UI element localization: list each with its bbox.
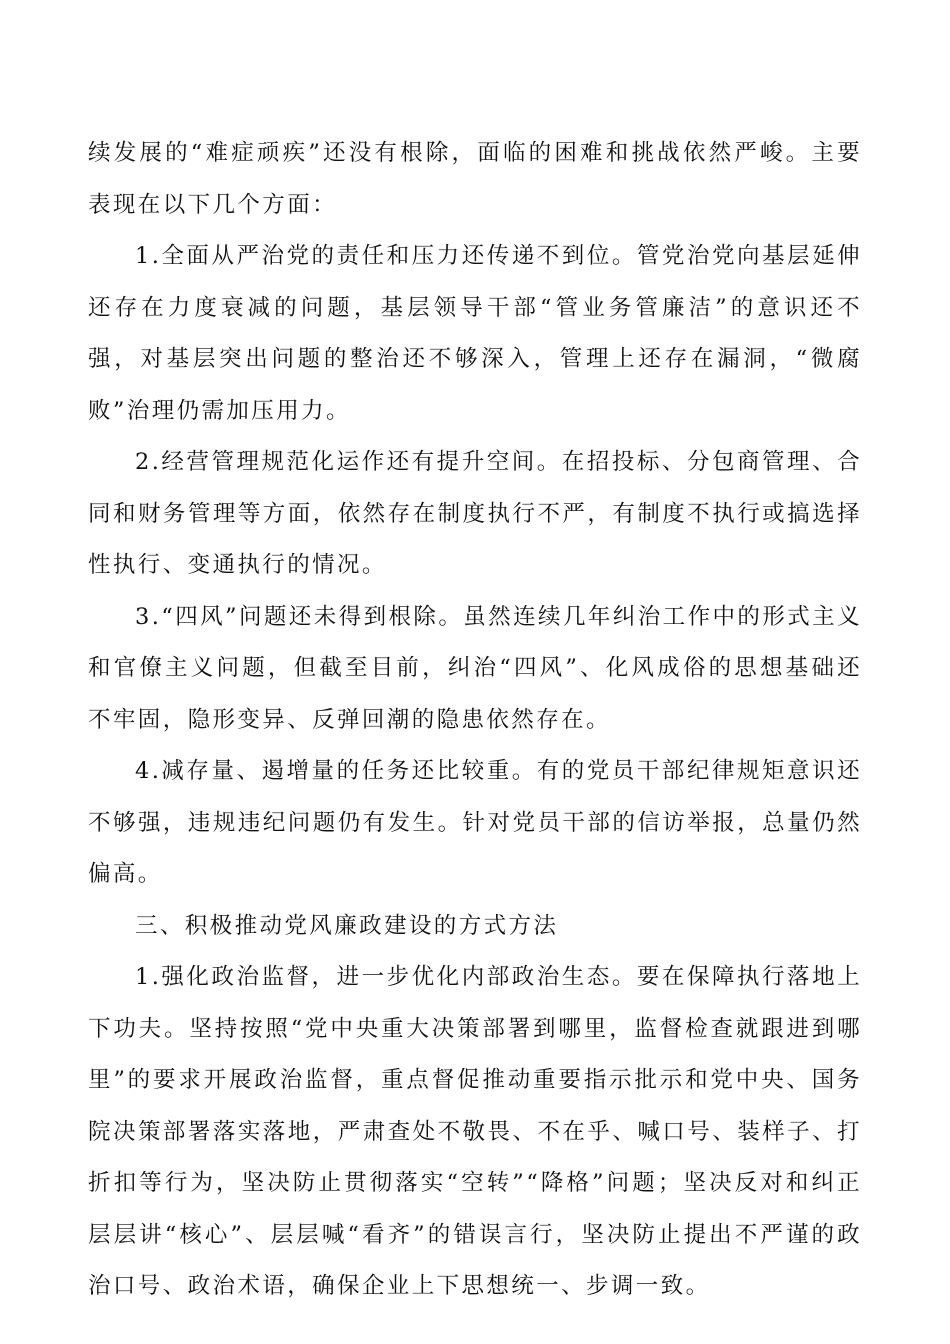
paragraph-item-3: 3.“四风”问题还未得到根除。虽然连续几年纠治工作中的形式主义和官僚主义问题，但截至目前，纠治“四风”、化风成俗的思想基础还不牢固，隐形变异、反弹回潮的隐患依然存在。 xyxy=(88,603,862,733)
paragraph-section3-item-1: 1.强化政治监督，进一步优化内部政治生态。要在保障执行落地上下功夫。坚持按照“党中央重大决策部署到哪里，监督检查就跟进到哪里”的要求开展政治监督，重点督促推动重要指示批示和党中央、国务院决策部署落实落地，严肃查处不敬畏、不在乎、喊口号、装样子、打折扣等行为，坚决防止贯彻落实“空转”“降格”问题；坚决反对和纠正层层讲“核心”、层层喊“看齐”的错误言行，坚决防止提出不严谨的政治口号、政治术语，确保企业上下思想统一、步调一致。 xyxy=(88,964,862,1299)
paragraph-item-4: 4.减存量、遏增量的任务还比较重。有的党员干部纪律规矩意识还不够强，违规违纪问题仍有发生。针对党员干部的信访举报，总量仍然偏高。 xyxy=(88,758,862,887)
paragraph-item-1: 1.全面从严治党的责任和压力还传递不到位。管党治党向基层延伸还存在力度衰减的问题，基层领导干部“管业务管廉洁”的意识还不强，对基层突出问题的整治还不够深入，管理上还存在漏洞，“微腐败”治理仍需加压用力。 xyxy=(88,243,862,424)
paragraph-continuation: 续发展的“难症顽疾”还没有根除，面临的困难和挑战依然严峻。主要表现在以下几个方面： xyxy=(88,140,862,218)
section-heading: 三、积极推动党风廉政建设的方式方法 xyxy=(135,912,559,939)
paragraph-item-2: 2.经营管理规范化运作还有提升空间。在招投标、分包商管理、合同和财务管理等方面，依然存在制度执行不严，有制度不执行或搞选择性执行、变通执行的情况。 xyxy=(88,449,862,578)
document-body xyxy=(88,128,862,1313)
